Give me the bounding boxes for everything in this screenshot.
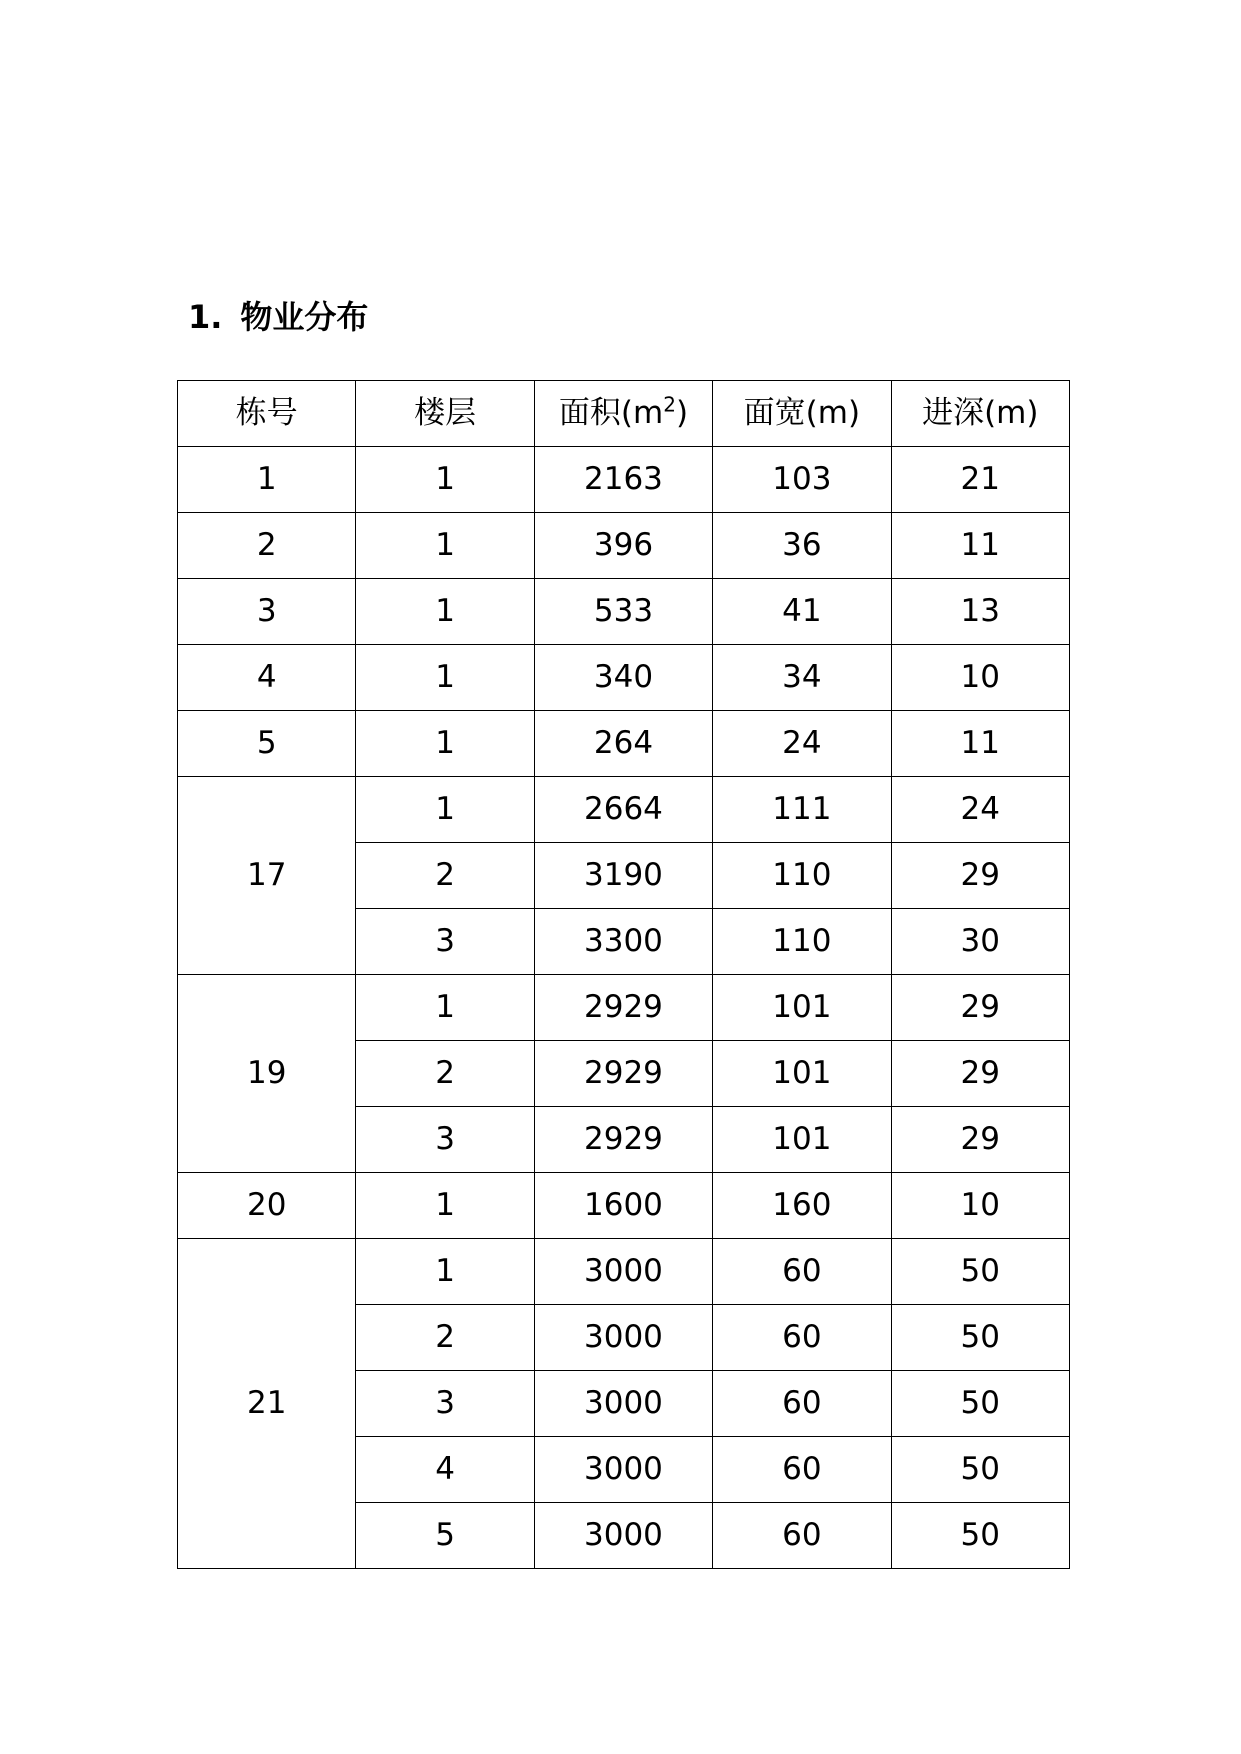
cell-area: 2929 <box>534 1107 712 1173</box>
cell-width: 101 <box>713 1041 891 1107</box>
cell-depth: 29 <box>891 975 1069 1041</box>
cell-depth: 30 <box>891 909 1069 975</box>
section-number: 1. <box>188 298 223 336</box>
table-body <box>178 447 1070 1569</box>
cell-area: 3190 <box>534 843 712 909</box>
cell-depth: 50 <box>891 1305 1069 1371</box>
cell-floor: 3 <box>356 1371 534 1437</box>
cell-width: 60 <box>713 1305 891 1371</box>
cell-building: 3 <box>178 579 356 645</box>
table-row <box>178 1173 1070 1239</box>
cell-area: 3300 <box>534 909 712 975</box>
table-header-row <box>178 381 1070 447</box>
cell-floor: 2 <box>356 843 534 909</box>
cell-building: 17 <box>178 777 356 975</box>
cell-floor: 1 <box>356 975 534 1041</box>
cell-building: 4 <box>178 645 356 711</box>
cell-width: 34 <box>713 645 891 711</box>
cell-building: 2 <box>178 513 356 579</box>
cell-depth: 50 <box>891 1503 1069 1569</box>
cell-area: 1600 <box>534 1173 712 1239</box>
cell-depth: 29 <box>891 1041 1069 1107</box>
cell-depth: 29 <box>891 843 1069 909</box>
cell-width: 36 <box>713 513 891 579</box>
cell-floor: 1 <box>356 579 534 645</box>
cell-depth: 11 <box>891 513 1069 579</box>
cell-floor: 1 <box>356 513 534 579</box>
cell-depth: 50 <box>891 1437 1069 1503</box>
cell-area: 340 <box>534 645 712 711</box>
header-building: 栋号 <box>178 381 356 447</box>
cell-floor: 1 <box>356 711 534 777</box>
header-area-text: 面积(m <box>558 395 664 431</box>
cell-width: 60 <box>713 1437 891 1503</box>
table-row <box>178 447 1070 513</box>
cell-floor: 5 <box>356 1503 534 1569</box>
cell-width: 101 <box>713 975 891 1041</box>
cell-width: 110 <box>713 843 891 909</box>
cell-area: 396 <box>534 513 712 579</box>
section-heading <box>188 292 368 342</box>
header-area-superscript: 2 <box>663 392 676 417</box>
table-row <box>178 579 1070 645</box>
cell-area: 3000 <box>534 1437 712 1503</box>
cell-floor: 1 <box>356 645 534 711</box>
cell-building: 1 <box>178 447 356 513</box>
cell-area: 3000 <box>534 1371 712 1437</box>
header-floor: 楼层 <box>356 381 534 447</box>
table-row <box>178 1239 1070 1305</box>
cell-area: 3000 <box>534 1239 712 1305</box>
cell-width: 41 <box>713 579 891 645</box>
cell-depth: 10 <box>891 645 1069 711</box>
cell-building: 20 <box>178 1173 356 1239</box>
cell-area: 3000 <box>534 1503 712 1569</box>
cell-width: 110 <box>713 909 891 975</box>
table-row <box>178 711 1070 777</box>
table-row <box>178 513 1070 579</box>
cell-floor: 1 <box>356 1173 534 1239</box>
cell-floor: 1 <box>356 447 534 513</box>
cell-floor: 1 <box>356 1239 534 1305</box>
cell-building: 21 <box>178 1239 356 1569</box>
cell-width: 24 <box>713 711 891 777</box>
cell-width: 160 <box>713 1173 891 1239</box>
cell-area: 2929 <box>534 1041 712 1107</box>
cell-depth: 24 <box>891 777 1069 843</box>
cell-floor: 2 <box>356 1305 534 1371</box>
cell-width: 60 <box>713 1371 891 1437</box>
header-area <box>534 381 712 447</box>
cell-area: 264 <box>534 711 712 777</box>
cell-depth: 13 <box>891 579 1069 645</box>
cell-building: 5 <box>178 711 356 777</box>
header-depth: 进深(m) <box>891 381 1069 447</box>
cell-area: 533 <box>534 579 712 645</box>
cell-width: 111 <box>713 777 891 843</box>
cell-depth: 50 <box>891 1239 1069 1305</box>
cell-area: 2664 <box>534 777 712 843</box>
section-title: 物业分布 <box>240 298 369 336</box>
table-row <box>178 777 1070 843</box>
cell-width: 103 <box>713 447 891 513</box>
cell-building: 19 <box>178 975 356 1173</box>
cell-width: 101 <box>713 1107 891 1173</box>
cell-floor: 4 <box>356 1437 534 1503</box>
cell-depth: 29 <box>891 1107 1069 1173</box>
cell-depth: 21 <box>891 447 1069 513</box>
cell-width: 60 <box>713 1239 891 1305</box>
cell-floor: 3 <box>356 909 534 975</box>
cell-area: 2929 <box>534 975 712 1041</box>
cell-area: 2163 <box>534 447 712 513</box>
cell-area: 3000 <box>534 1305 712 1371</box>
property-distribution-table <box>177 380 1070 1569</box>
header-area-suffix: ) <box>675 395 689 431</box>
cell-depth: 50 <box>891 1371 1069 1437</box>
cell-depth: 11 <box>891 711 1069 777</box>
table-row <box>178 975 1070 1041</box>
cell-floor: 1 <box>356 777 534 843</box>
cell-floor: 3 <box>356 1107 534 1173</box>
header-width: 面宽(m) <box>713 381 891 447</box>
cell-depth: 10 <box>891 1173 1069 1239</box>
table-row <box>178 645 1070 711</box>
cell-floor: 2 <box>356 1041 534 1107</box>
cell-width: 60 <box>713 1503 891 1569</box>
